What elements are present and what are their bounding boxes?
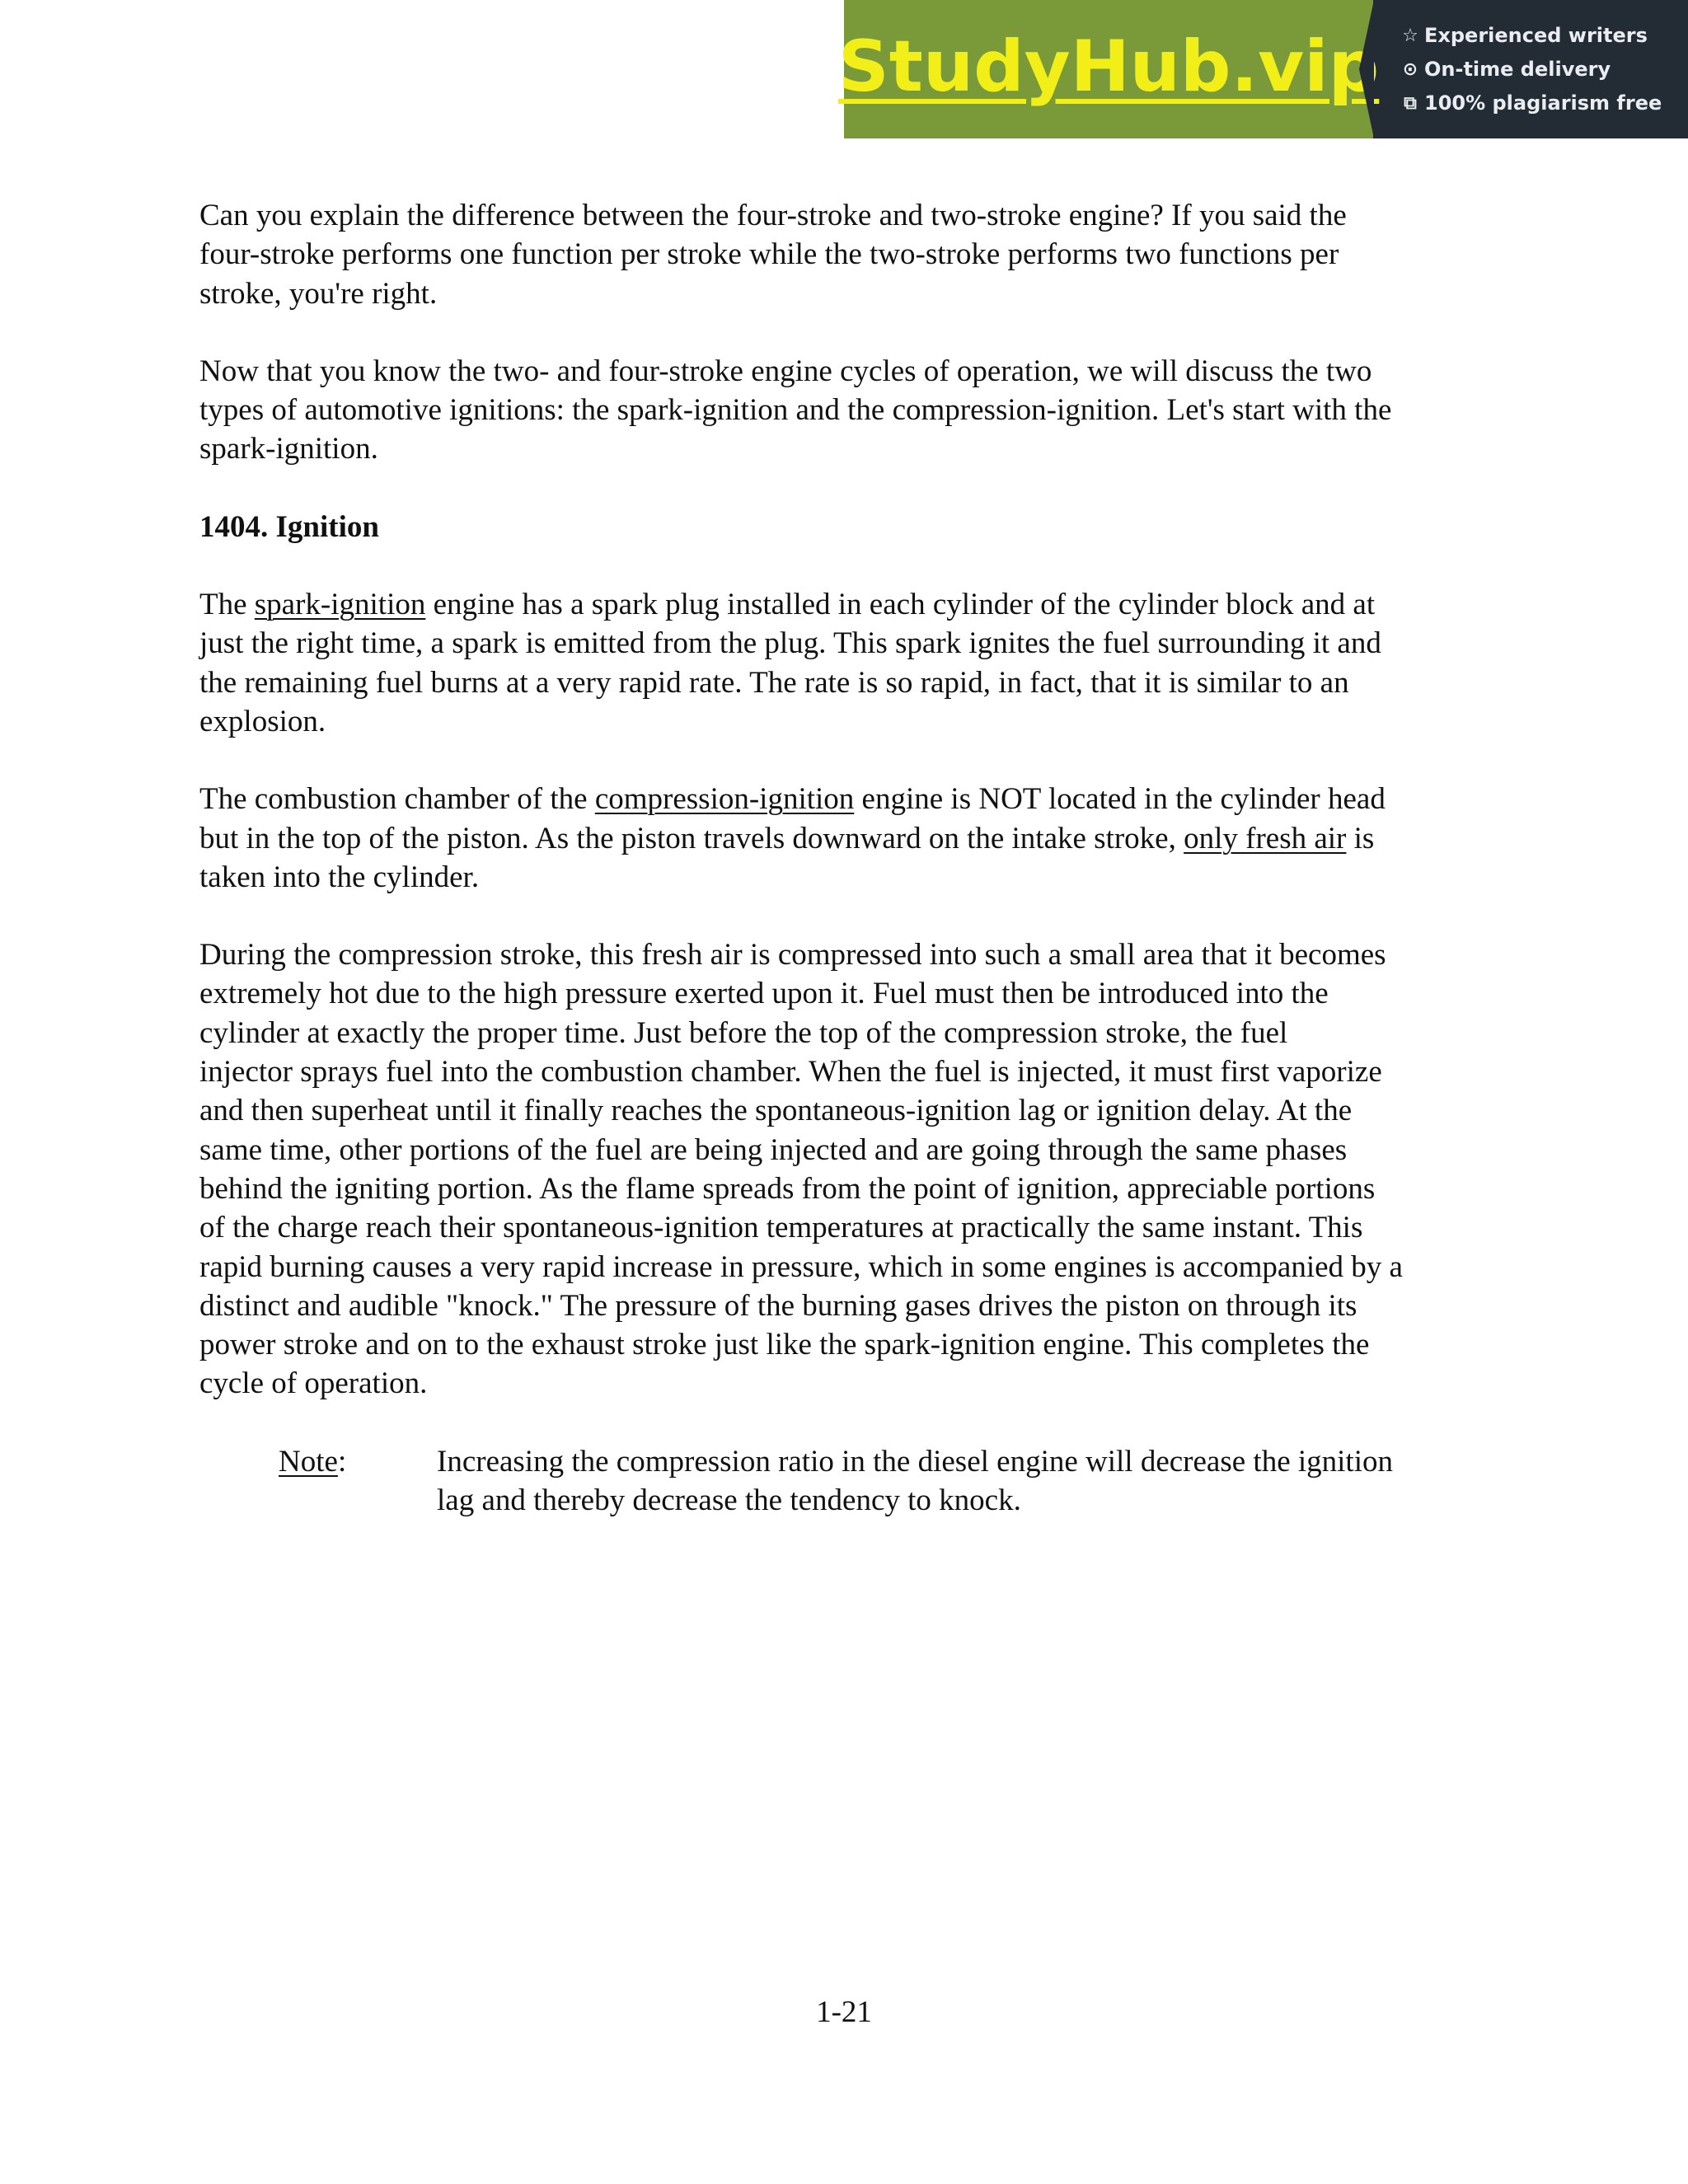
text-line: four-stroke performs one function per stroke while the two-stroke performs two functions per <box>199 237 1339 272</box>
star-icon: ☆ <box>1402 25 1418 46</box>
text-line: Now that you know the two- and four-stroke engine cycles of operation, we will discuss the two <box>199 354 1372 388</box>
clock-icon: ⊙ <box>1402 59 1418 80</box>
paragraph-compression-ignition <box>199 780 1502 897</box>
studyhub-banner[interactable] <box>837 0 1688 138</box>
text-run: engine is NOT located in the cylinder head <box>854 782 1386 817</box>
feature-on-time-delivery <box>1400 53 1688 87</box>
text-line: power stroke and on to the exhaust stroke just like the spark-ignition engine. This completes the <box>199 1328 1370 1362</box>
feature-label: 100% plagiarism free <box>1424 91 1662 115</box>
text-run: engine has a spark plug installed in each cylinder of the cylinder block and at <box>425 588 1376 622</box>
paragraph-ignition-types <box>199 352 1502 469</box>
note-label <box>279 1442 346 1481</box>
text-line: distinct and audible "knock." The pressure of the burning gases drives the piston on through its <box>199 1288 1357 1323</box>
section-heading: 1404. Ignition <box>199 509 379 544</box>
underlined-term: only fresh air <box>1184 821 1347 855</box>
text-line: extremely hot due to the high pressure exerted upon it. Fuel must then be introduced into the <box>199 977 1329 1011</box>
feature-label: On-time delivery <box>1424 58 1611 81</box>
text-line: rapid burning causes a very rapid increase in pressure, which in some engines is accompanied by a <box>199 1249 1403 1284</box>
text-run: The <box>199 588 255 622</box>
text-line: cylinder at exactly the proper time. Just before the top of the compression stroke, the fuel <box>199 1015 1288 1050</box>
banner-brand-panel <box>837 0 1380 138</box>
underlined-term: spark-ignition <box>254 588 426 622</box>
banner-features <box>1373 0 1688 138</box>
note-block <box>199 1442 1502 1521</box>
text-run: The combustion chamber of the <box>199 782 595 817</box>
text-line: behind the igniting portion. As the flame spreads from the point of ignition, appreciable portions <box>199 1171 1376 1206</box>
paragraph-spark-ignition <box>199 585 1502 741</box>
text-line: of the charge reach their spontaneous-ignition temperatures at practically the same instant. This <box>199 1211 1363 1245</box>
feature-experienced-writers <box>1400 19 1688 53</box>
text-line: the remaining fuel burns at a very rapid rate. The rate is so rapid, in fact, that it is similar to an <box>199 665 1349 700</box>
text-run: but in the top of the piston. As the piston travels downward on the intake stroke, <box>199 821 1184 855</box>
text-line: and then superheat until it finally reaches the spontaneous-ignition lag or ignition delay. At the <box>199 1094 1353 1128</box>
page-number: 1-21 <box>816 1995 872 2029</box>
text-line <box>199 819 1502 858</box>
note-text <box>437 1442 1502 1521</box>
text-line <box>199 585 1502 624</box>
text-line: lag and thereby decrease the tendency to knock. <box>437 1483 1021 1518</box>
text-run: is <box>1346 821 1375 855</box>
text-line: taken into the cylinder. <box>199 860 480 894</box>
underlined-term: compression-ignition <box>594 782 855 817</box>
text-line: same time, other portions of the fuel are being injected and are going through the same phases <box>199 1132 1348 1167</box>
text-line <box>199 780 1502 818</box>
note-colon: : <box>337 1444 347 1479</box>
text-line: Increasing the compression ratio in the diesel engine will decrease the ignition <box>437 1444 1393 1479</box>
text-line: cycle of operation. <box>199 1366 428 1401</box>
text-line: stroke, you're right. <box>199 276 438 311</box>
note-label-text: Note <box>279 1444 338 1479</box>
brand-logo[interactable]: StudyHub.vip <box>837 26 1380 108</box>
text-line: types of automotive ignitions: the spark-ignition and the compression-ignition. Let's start with the <box>199 393 1392 428</box>
paragraph-stroke-difference <box>199 196 1502 313</box>
text-line: Can you explain the difference between the four-stroke and two-stroke engine? If you said the <box>199 199 1347 232</box>
text-line: injector sprays fuel into the combustion chamber. When the fuel is injected, it must first vaporize <box>199 1055 1382 1090</box>
document-body <box>199 196 1502 1520</box>
copy-icon: ⧉ <box>1404 92 1417 114</box>
banner-divider <box>1359 0 1374 138</box>
feature-plagiarism-free <box>1400 87 1688 120</box>
text-line: explosion. <box>199 704 326 738</box>
text-line: spark-ignition. <box>199 432 378 466</box>
feature-label: Experienced writers <box>1424 24 1648 47</box>
text-line: During the compression stroke, this fresh air is compressed into such a small area that it becomes <box>199 938 1386 972</box>
text-line: just the right time, a spark is emitted from the plug. This spark ignites the fuel surrounding it and <box>199 626 1381 661</box>
paragraph-compression-stroke <box>199 935 1502 1404</box>
